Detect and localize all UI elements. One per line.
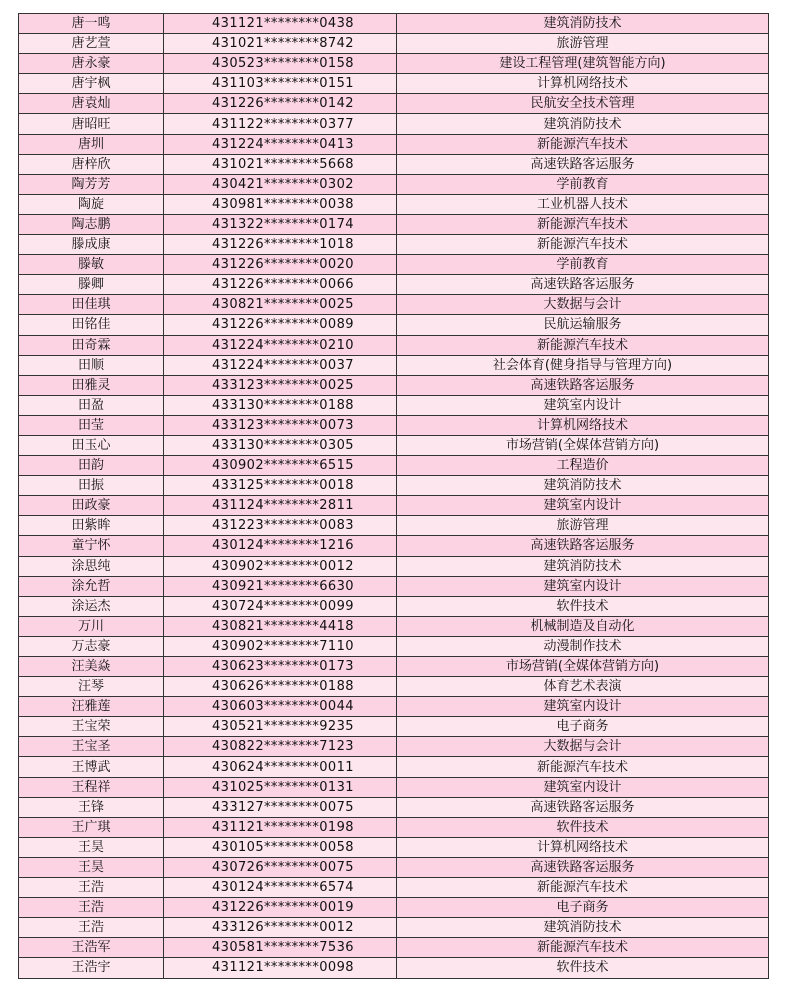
table-row bbox=[19, 194, 769, 214]
table-row bbox=[19, 837, 769, 857]
id-number-cell: 431021********5668 bbox=[164, 154, 397, 174]
table-row bbox=[19, 14, 769, 34]
name-cell: 滕成康 bbox=[19, 235, 164, 255]
table-row bbox=[19, 34, 769, 54]
id-number-cell: 430581********7536 bbox=[164, 938, 397, 958]
table-row bbox=[19, 235, 769, 255]
major-cell: 建筑室内设计 bbox=[397, 576, 769, 596]
table-row bbox=[19, 576, 769, 596]
major-cell: 工业机器人技术 bbox=[397, 194, 769, 214]
name-cell: 万志豪 bbox=[19, 636, 164, 656]
major-cell: 学前教育 bbox=[397, 174, 769, 194]
table-row bbox=[19, 134, 769, 154]
name-cell: 唐宇枫 bbox=[19, 74, 164, 94]
major-cell: 新能源汽车技术 bbox=[397, 335, 769, 355]
id-number-cell: 431223********0083 bbox=[164, 516, 397, 536]
name-cell: 王昊 bbox=[19, 857, 164, 877]
table-row bbox=[19, 154, 769, 174]
name-cell: 王广琪 bbox=[19, 817, 164, 837]
id-number-cell: 431121********0438 bbox=[164, 14, 397, 34]
id-number-cell: 431226********0066 bbox=[164, 275, 397, 295]
name-cell: 王浩军 bbox=[19, 938, 164, 958]
id-number-cell: 430981********0038 bbox=[164, 194, 397, 214]
table-row bbox=[19, 54, 769, 74]
id-number-cell: 430821********4418 bbox=[164, 616, 397, 636]
table-row bbox=[19, 435, 769, 455]
id-number-cell: 430124********1216 bbox=[164, 536, 397, 556]
id-number-cell: 431124********2811 bbox=[164, 496, 397, 516]
id-number-cell: 430822********7123 bbox=[164, 737, 397, 757]
name-cell: 田韵 bbox=[19, 456, 164, 476]
table-row bbox=[19, 74, 769, 94]
table-row bbox=[19, 415, 769, 435]
major-cell: 建筑消防技术 bbox=[397, 918, 769, 938]
table-row bbox=[19, 677, 769, 697]
table-row bbox=[19, 657, 769, 677]
id-number-cell: 433125********0018 bbox=[164, 476, 397, 496]
name-cell: 唐昭旺 bbox=[19, 114, 164, 134]
id-number-cell: 430724********0099 bbox=[164, 596, 397, 616]
id-number-cell: 430421********0302 bbox=[164, 174, 397, 194]
id-number-cell: 430624********0011 bbox=[164, 757, 397, 777]
table-row bbox=[19, 636, 769, 656]
name-cell: 涂思纯 bbox=[19, 556, 164, 576]
major-cell: 旅游管理 bbox=[397, 516, 769, 536]
id-number-cell: 430902********6515 bbox=[164, 456, 397, 476]
major-cell: 电子商务 bbox=[397, 898, 769, 918]
table-row bbox=[19, 255, 769, 275]
name-cell: 王程祥 bbox=[19, 777, 164, 797]
id-number-cell: 433123********0073 bbox=[164, 415, 397, 435]
id-number-cell: 430521********9235 bbox=[164, 717, 397, 737]
major-cell: 新能源汽车技术 bbox=[397, 134, 769, 154]
id-number-cell: 431226********0142 bbox=[164, 94, 397, 114]
name-cell: 涂运杰 bbox=[19, 596, 164, 616]
name-cell: 涂允哲 bbox=[19, 576, 164, 596]
table-row bbox=[19, 335, 769, 355]
table-row bbox=[19, 596, 769, 616]
name-cell: 王浩 bbox=[19, 898, 164, 918]
major-cell: 新能源汽车技术 bbox=[397, 757, 769, 777]
major-cell: 新能源汽车技术 bbox=[397, 938, 769, 958]
table-row bbox=[19, 516, 769, 536]
table-row bbox=[19, 556, 769, 576]
name-cell: 田顺 bbox=[19, 355, 164, 375]
major-cell: 民航安全技术管理 bbox=[397, 94, 769, 114]
roster-table bbox=[18, 13, 769, 979]
major-cell: 民航运输服务 bbox=[397, 315, 769, 335]
name-cell: 陶旋 bbox=[19, 194, 164, 214]
id-number-cell: 430821********0025 bbox=[164, 295, 397, 315]
table-row bbox=[19, 94, 769, 114]
major-cell: 大数据与会计 bbox=[397, 737, 769, 757]
name-cell: 唐一鸣 bbox=[19, 14, 164, 34]
table-row bbox=[19, 777, 769, 797]
table-row bbox=[19, 797, 769, 817]
table-row bbox=[19, 958, 769, 978]
name-cell: 唐梓欣 bbox=[19, 154, 164, 174]
name-cell: 陶志鹏 bbox=[19, 214, 164, 234]
table-row bbox=[19, 295, 769, 315]
id-number-cell: 433127********0075 bbox=[164, 797, 397, 817]
major-cell: 市场营销(全媒体营销方向) bbox=[397, 657, 769, 677]
name-cell: 汪琴 bbox=[19, 677, 164, 697]
id-number-cell: 430124********6574 bbox=[164, 878, 397, 898]
name-cell: 田雅灵 bbox=[19, 375, 164, 395]
major-cell: 工程造价 bbox=[397, 456, 769, 476]
id-number-cell: 433123********0025 bbox=[164, 375, 397, 395]
major-cell: 高速铁路客运服务 bbox=[397, 797, 769, 817]
major-cell: 建筑室内设计 bbox=[397, 395, 769, 415]
table-row bbox=[19, 817, 769, 837]
name-cell: 滕敏 bbox=[19, 255, 164, 275]
major-cell: 大数据与会计 bbox=[397, 295, 769, 315]
table-row bbox=[19, 737, 769, 757]
major-cell: 软件技术 bbox=[397, 596, 769, 616]
major-cell: 建筑室内设计 bbox=[397, 777, 769, 797]
name-cell: 王博武 bbox=[19, 757, 164, 777]
major-cell: 建筑消防技术 bbox=[397, 14, 769, 34]
major-cell: 软件技术 bbox=[397, 817, 769, 837]
id-number-cell: 430902********7110 bbox=[164, 636, 397, 656]
table-row bbox=[19, 918, 769, 938]
id-number-cell: 431122********0377 bbox=[164, 114, 397, 134]
id-number-cell: 431121********0198 bbox=[164, 817, 397, 837]
name-cell: 唐永豪 bbox=[19, 54, 164, 74]
table-row bbox=[19, 717, 769, 737]
name-cell: 唐袁灿 bbox=[19, 94, 164, 114]
major-cell: 建筑消防技术 bbox=[397, 556, 769, 576]
table-row bbox=[19, 938, 769, 958]
id-number-cell: 431121********0098 bbox=[164, 958, 397, 978]
name-cell: 王锋 bbox=[19, 797, 164, 817]
id-number-cell: 431226********0019 bbox=[164, 898, 397, 918]
id-number-cell: 431226********0089 bbox=[164, 315, 397, 335]
table-row bbox=[19, 476, 769, 496]
name-cell: 童宁怀 bbox=[19, 536, 164, 556]
table-row bbox=[19, 898, 769, 918]
table-row bbox=[19, 174, 769, 194]
name-cell: 田玉心 bbox=[19, 435, 164, 455]
major-cell: 软件技术 bbox=[397, 958, 769, 978]
major-cell: 高速铁路客运服务 bbox=[397, 375, 769, 395]
id-number-cell: 430603********0044 bbox=[164, 697, 397, 717]
name-cell: 陶芳芳 bbox=[19, 174, 164, 194]
id-number-cell: 433130********0305 bbox=[164, 435, 397, 455]
name-cell: 王浩 bbox=[19, 918, 164, 938]
major-cell: 高速铁路客运服务 bbox=[397, 275, 769, 295]
id-number-cell: 431224********0037 bbox=[164, 355, 397, 375]
major-cell: 动漫制作技术 bbox=[397, 636, 769, 656]
id-number-cell: 431226********0020 bbox=[164, 255, 397, 275]
id-number-cell: 433130********0188 bbox=[164, 395, 397, 415]
name-cell: 王昊 bbox=[19, 837, 164, 857]
table-row bbox=[19, 375, 769, 395]
major-cell: 市场营销(全媒体营销方向) bbox=[397, 435, 769, 455]
table-row bbox=[19, 616, 769, 636]
major-cell: 学前教育 bbox=[397, 255, 769, 275]
major-cell: 计算机网络技术 bbox=[397, 415, 769, 435]
table-row bbox=[19, 355, 769, 375]
name-cell: 田铭佳 bbox=[19, 315, 164, 335]
major-cell: 高速铁路客运服务 bbox=[397, 536, 769, 556]
major-cell: 电子商务 bbox=[397, 717, 769, 737]
id-number-cell: 430523********0158 bbox=[164, 54, 397, 74]
roster-table-container bbox=[18, 13, 769, 979]
name-cell: 田紫眸 bbox=[19, 516, 164, 536]
major-cell: 体育艺术表演 bbox=[397, 677, 769, 697]
id-number-cell: 431103********0151 bbox=[164, 74, 397, 94]
major-cell: 建筑消防技术 bbox=[397, 476, 769, 496]
name-cell: 王宝圣 bbox=[19, 737, 164, 757]
id-number-cell: 430921********6630 bbox=[164, 576, 397, 596]
major-cell: 高速铁路客运服务 bbox=[397, 857, 769, 877]
table-row bbox=[19, 214, 769, 234]
major-cell: 建设工程管理(建筑智能方向) bbox=[397, 54, 769, 74]
name-cell: 唐艺萱 bbox=[19, 34, 164, 54]
id-number-cell: 431224********0413 bbox=[164, 134, 397, 154]
name-cell: 田政豪 bbox=[19, 496, 164, 516]
major-cell: 新能源汽车技术 bbox=[397, 214, 769, 234]
table-row bbox=[19, 878, 769, 898]
table-row bbox=[19, 395, 769, 415]
name-cell: 万川 bbox=[19, 616, 164, 636]
name-cell: 田奇霖 bbox=[19, 335, 164, 355]
table-row bbox=[19, 697, 769, 717]
table-row bbox=[19, 496, 769, 516]
table-row bbox=[19, 757, 769, 777]
major-cell: 新能源汽车技术 bbox=[397, 235, 769, 255]
major-cell: 社会体育(健身指导与管理方向) bbox=[397, 355, 769, 375]
name-cell: 汪雅莲 bbox=[19, 697, 164, 717]
major-cell: 旅游管理 bbox=[397, 34, 769, 54]
id-number-cell: 431025********0131 bbox=[164, 777, 397, 797]
name-cell: 王浩宇 bbox=[19, 958, 164, 978]
id-number-cell: 430626********0188 bbox=[164, 677, 397, 697]
id-number-cell: 431224********0210 bbox=[164, 335, 397, 355]
id-number-cell: 431021********8742 bbox=[164, 34, 397, 54]
table-row bbox=[19, 315, 769, 335]
table-row bbox=[19, 456, 769, 476]
major-cell: 建筑消防技术 bbox=[397, 114, 769, 134]
name-cell: 王浩 bbox=[19, 878, 164, 898]
id-number-cell: 431322********0174 bbox=[164, 214, 397, 234]
name-cell: 田佳琪 bbox=[19, 295, 164, 315]
roster-table-body bbox=[19, 14, 769, 979]
name-cell: 田莹 bbox=[19, 415, 164, 435]
major-cell: 计算机网络技术 bbox=[397, 837, 769, 857]
major-cell: 高速铁路客运服务 bbox=[397, 154, 769, 174]
table-row bbox=[19, 857, 769, 877]
major-cell: 机械制造及自动化 bbox=[397, 616, 769, 636]
name-cell: 唐圳 bbox=[19, 134, 164, 154]
id-number-cell: 430726********0075 bbox=[164, 857, 397, 877]
major-cell: 建筑室内设计 bbox=[397, 496, 769, 516]
table-row bbox=[19, 536, 769, 556]
major-cell: 新能源汽车技术 bbox=[397, 878, 769, 898]
id-number-cell: 430623********0173 bbox=[164, 657, 397, 677]
name-cell: 田盈 bbox=[19, 395, 164, 415]
name-cell: 汪美焱 bbox=[19, 657, 164, 677]
name-cell: 田振 bbox=[19, 476, 164, 496]
table-row bbox=[19, 114, 769, 134]
id-number-cell: 430105********0058 bbox=[164, 837, 397, 857]
id-number-cell: 433126********0012 bbox=[164, 918, 397, 938]
major-cell: 建筑室内设计 bbox=[397, 697, 769, 717]
id-number-cell: 431226********1018 bbox=[164, 235, 397, 255]
name-cell: 滕卿 bbox=[19, 275, 164, 295]
id-number-cell: 430902********0012 bbox=[164, 556, 397, 576]
table-row bbox=[19, 275, 769, 295]
name-cell: 王宝荣 bbox=[19, 717, 164, 737]
major-cell: 计算机网络技术 bbox=[397, 74, 769, 94]
